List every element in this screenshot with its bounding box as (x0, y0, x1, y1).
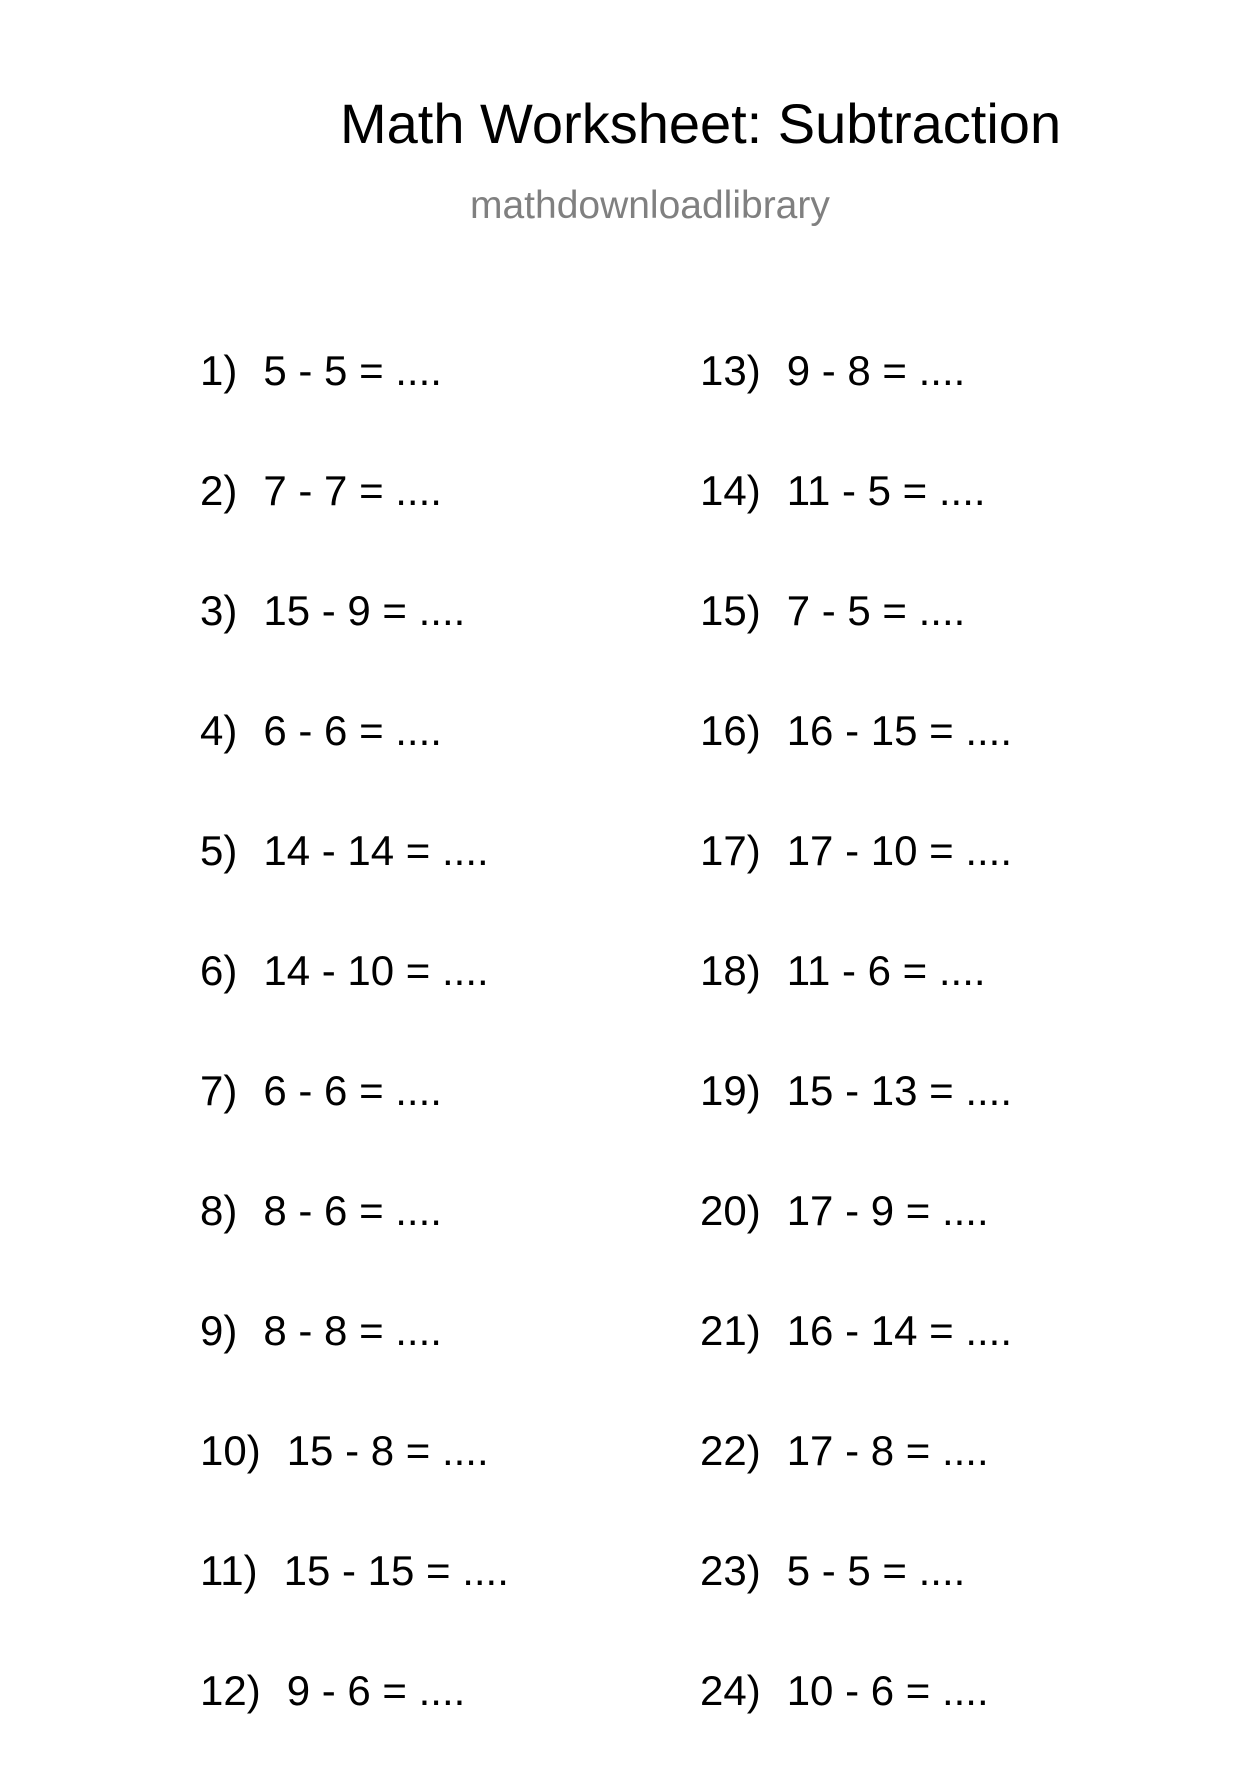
problem-expression: 14 - 10 = .... (263, 947, 489, 994)
problem-number: 17) (700, 827, 761, 874)
problem-number: 15) (700, 587, 761, 634)
problem-item (700, 827, 1013, 950)
problem-item (200, 947, 509, 1070)
problem-expression: 15 - 9 = .... (263, 587, 466, 634)
problem-expression: 16 - 14 = .... (786, 1307, 1013, 1354)
problem-item (700, 1307, 1013, 1430)
problem-expression: 7 - 5 = .... (786, 587, 966, 634)
problem-number: 23) (700, 1547, 761, 1594)
worksheet-title: Math Worksheet: Subtraction (340, 92, 1062, 155)
problem-number: 24) (700, 1667, 761, 1714)
problem-item (700, 1427, 1012, 1550)
problem-expression: 10 - 6 = .... (786, 1667, 989, 1714)
problem-number: 20) (700, 1187, 761, 1234)
problem-item (200, 1307, 509, 1430)
problem-item (700, 1547, 1012, 1670)
problem-number: 3) (200, 587, 238, 634)
problem-item (200, 467, 509, 590)
problem-number: 19) (700, 1067, 761, 1114)
problem-item (700, 947, 1012, 1070)
problem-number: 4) (200, 707, 238, 754)
problem-expression: 8 - 8 = .... (263, 1307, 442, 1354)
problem-item (200, 1187, 509, 1310)
problem-expression: 16 - 15 = .... (786, 707, 1013, 754)
problem-expression: 11 - 6 = .... (786, 947, 986, 994)
problem-item (200, 827, 509, 950)
problem-item (700, 707, 1013, 830)
problem-item (700, 1067, 1013, 1190)
problem-item (200, 347, 509, 470)
problem-item (200, 1067, 509, 1190)
problem-number: 2) (200, 467, 238, 514)
problem-number: 13) (700, 347, 761, 394)
problem-expression: 9 - 8 = .... (786, 347, 966, 394)
problem-number: 7) (200, 1067, 238, 1114)
problem-number: 14) (700, 467, 761, 514)
problem-expression: 17 - 10 = .... (786, 827, 1013, 874)
problem-item (700, 587, 1012, 710)
problem-item (200, 587, 509, 710)
problem-expression: 15 - 8 = .... (286, 1427, 489, 1474)
problem-number: 16) (700, 707, 761, 754)
problem-number: 1) (200, 347, 238, 394)
problem-item (700, 467, 1012, 590)
problem-expression: 8 - 6 = .... (263, 1187, 442, 1234)
problem-number: 8) (200, 1187, 238, 1234)
problem-expression: 11 - 5 = .... (786, 467, 986, 514)
problem-item (200, 1427, 509, 1550)
problem-expression: 14 - 14 = .... (263, 827, 489, 874)
problem-number: 21) (700, 1307, 761, 1354)
problem-item (200, 707, 509, 830)
problem-expression: 17 - 8 = .... (786, 1427, 989, 1474)
problem-expression: 15 - 13 = .... (786, 1067, 1013, 1114)
problem-column-left (200, 347, 509, 1790)
problem-number: 5) (200, 827, 238, 874)
problem-expression: 6 - 6 = .... (263, 1067, 442, 1114)
problem-expression: 5 - 5 = .... (786, 1547, 966, 1594)
problem-item (200, 1547, 509, 1670)
problem-number: 9) (200, 1307, 238, 1354)
problem-expression: 15 - 15 = .... (283, 1547, 509, 1594)
problem-number: 12) (200, 1667, 261, 1714)
problem-number: 11) (200, 1547, 258, 1594)
problem-expression: 5 - 5 = .... (263, 347, 442, 394)
problem-item (200, 1667, 509, 1790)
problem-item (700, 1667, 1012, 1790)
problem-number: 22) (700, 1427, 761, 1474)
problem-item (700, 347, 1012, 470)
problem-expression: 6 - 6 = .... (263, 707, 442, 754)
problem-expression: 17 - 9 = .... (786, 1187, 989, 1234)
worksheet-source: mathdownloadlibrary (470, 184, 830, 227)
problem-column-right (700, 347, 1013, 1790)
problem-item (700, 1187, 1012, 1310)
problem-number: 10) (200, 1427, 261, 1474)
problem-expression: 7 - 7 = .... (263, 467, 442, 514)
problem-number: 18) (700, 947, 761, 994)
problem-number: 6) (200, 947, 238, 994)
problem-expression: 9 - 6 = .... (286, 1667, 466, 1714)
